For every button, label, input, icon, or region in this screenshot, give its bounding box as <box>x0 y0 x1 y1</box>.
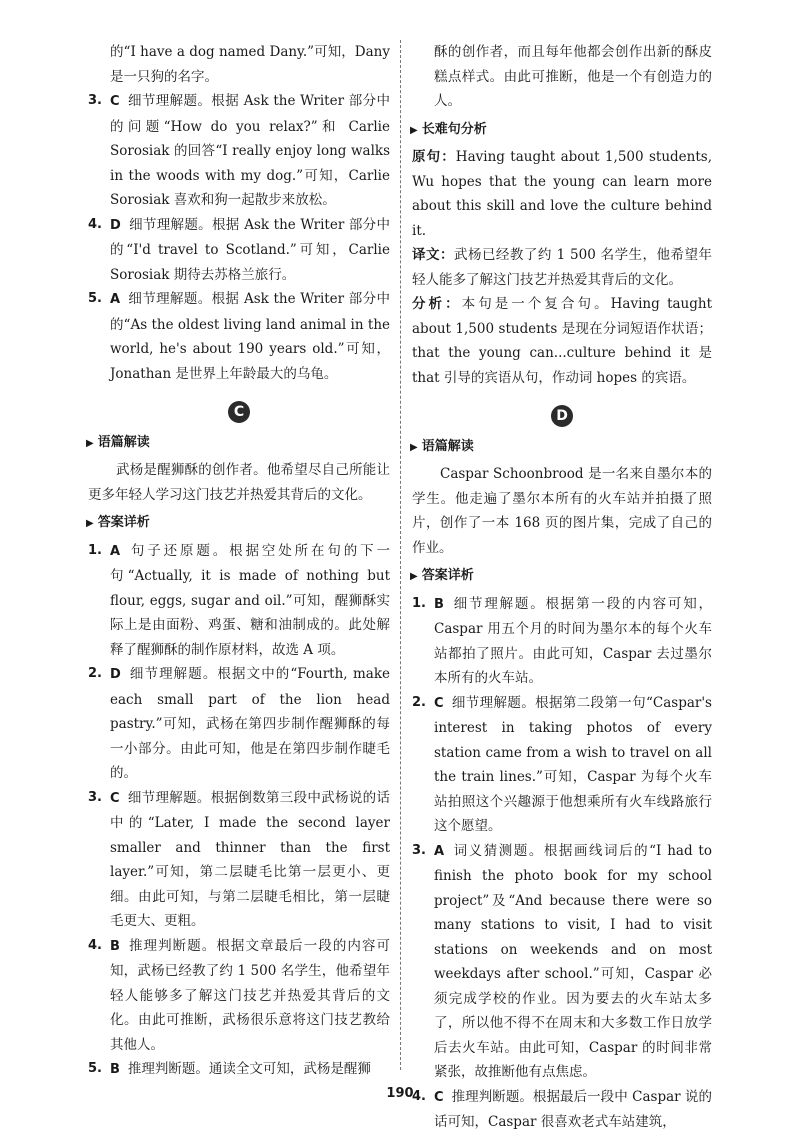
arrow-icon: ▶ <box>410 571 418 582</box>
answer-item: 1. B 细节理解题。根据第一段的内容可知，Caspar 用五个月的时间为墨尔本的每个火车站都拍了照片。由此可知，Caspar 去过墨尔本所有的火车站。 <box>412 595 712 686</box>
answer-letter: B <box>110 1062 120 1077</box>
answer-explanation: 细节理解题。根据 Ask the Writer 部分中的“I'd travel to Scotland.”可知，Carlie Sorosiak 期待去苏格兰旅行。 <box>110 216 390 283</box>
section-heading: ▶ 长难句分析 <box>410 121 487 137</box>
answer-letter: A <box>110 292 121 307</box>
arrow-icon: ▶ <box>410 124 418 136</box>
passage-badge: D <box>551 405 573 427</box>
answer-item: 3. C 细节理解题。根据 Ask the Writer 部分中的问题“How do you relax?”和 Carlie Sorosiak 的回答“I really enjoy long walks in the woods with my dog.”可知，Carlie Sorosiak 喜欢和狗一起散步来放松。 <box>88 93 390 208</box>
answer-item: 2. C 细节理解题。根据第二段第一句“Caspar's interest in taking photos of every station came from a wish to travel on all the train lines.”可知，Caspar 为每个火车站拍照这个兴趣源于他想乘所有火车线路旅行这个愿望。 <box>412 694 712 834</box>
arrow-icon: ▶ <box>86 518 94 529</box>
answer-letter: C <box>110 790 120 806</box>
sentence-analysis <box>412 145 712 390</box>
passage-badge-wrap <box>88 400 390 425</box>
section-heading: ▶ 语篇解读 <box>86 434 150 450</box>
answer-explanation: 推理判断题。根据最后一段中 Caspar 说的话可知，Caspar 很喜欢老式车站建筑， <box>434 1088 712 1130</box>
answer-letter: D <box>110 667 121 682</box>
answer-explanation: 细节理解题。根据第二段第一句“Caspar's interest in taking photos of every station came from a wish to travel on all the train lines.”可知，Caspar 为每个火车站拍照这个兴趣源于他想乘所有火车线路旅行这个愿望。 <box>434 694 712 834</box>
section-heading: ▶ 语篇解读 <box>410 438 474 454</box>
answer-letter: C <box>434 695 444 711</box>
answer-explanation: 细节理解题。根据倒数第三段中武杨说的话中的“Later, I made the second layer smaller and thinner than the first layer.”可知，第二层睫毛比第一层更小、更细。由此可知，与第二层睫毛相比，第一层睫毛更大、更粗。 <box>110 789 390 929</box>
right-column <box>412 40 712 1135</box>
answer-item: 5. A 细节理解题。根据 Ask the Writer 部分中的“As the oldest living land animal in the world, he's about 190 years old.”可知，Jonathan 是世界上年龄最大的乌龟。 <box>88 291 390 382</box>
reading-summary: 武杨是醒狮酥的创作者。他希望尽自己所能让更多年轻人学习这门技艺并热爱其背后的文化。 <box>88 462 390 503</box>
answer-explanation: 句子还原题。根据空处所在句的下一句“Actually, it is made of nothing but flour, eggs, sugar and oil.”可知，醒狮酥实际上是由面粉、鸡蛋、糖和油制成的。此处解释了醒狮酥的制作原材料，故选 A 项。 <box>110 542 390 658</box>
original-sentence: 原句：Having taught about 1,500 students, Wu hopes that the young can learn more about this skill and love the culture behind it. <box>412 149 712 239</box>
answer-item: 3. C 细节理解题。根据倒数第三段中武杨说的话中的“Later, I made the second layer smaller and thinner than the first layer.”可知，第二层睫毛比第一层更小、更细。由此可知，与第二层睫毛相比，第一层睫毛更大、更粗。 <box>88 789 390 929</box>
answer-item: 1. A 句子还原题。根据空处所在句的下一句“Actually, it is made of nothing but flour, eggs, sugar and oil.”可知，醒狮酥实际上是由面粉、鸡蛋、糖和油制成的。此处解释了醒狮酥的制作原材料，故选 A 项。 <box>88 542 390 658</box>
page-number: 190 <box>386 1086 414 1101</box>
answer-explanation: 推理判断题。通读全文可知，武杨是醒狮 <box>127 1061 371 1077</box>
passage-badge: C <box>228 401 250 423</box>
answer-letter: C <box>434 1089 444 1105</box>
continued-text: 的“I have a dog named Dany.”可知，Dany 是一只狗的名字。 <box>110 44 390 85</box>
answer-letter: A <box>434 843 445 859</box>
section-heading: ▶ 答案详析 <box>86 515 150 530</box>
answer-letter: D <box>110 217 121 233</box>
answer-letter: B <box>434 596 444 612</box>
answer-item: 4. B 推理判断题。根据文章最后一段的内容可知，武杨已经教了约 1 500 名学生，他希望年轻人能够多了解这门技艺并热爱其背后的文化。由此可推断，武杨很乐意将这门技艺教给其他人。 <box>88 937 390 1053</box>
arrow-icon: ▶ <box>86 437 94 449</box>
answer-explanation: 细节理解题。根据 Ask the Writer 部分中的问题“How do you relax?”和 Carlie Sorosiak 的回答“I really enjoy long walks in the woods with my dog.”可知，Carlie Sorosiak 喜欢和狗一起散步来放松。 <box>110 93 390 208</box>
arrow-icon: ▶ <box>410 441 418 453</box>
analysis: 分析：本句是一个复合句。Having taught about 1,500 students 是现在分词短语作状语；that the young can...culture behind it 是 that 引导的宾语从句，作动词 hopes 的宾语。 <box>412 296 712 386</box>
answer-letter: A <box>110 543 121 559</box>
answer-item: 4. C 推理判断题。根据最后一段中 Caspar 说的话可知，Caspar 很喜欢老式车站建筑， <box>412 1088 712 1130</box>
section-heading: ▶ 答案详析 <box>410 568 474 583</box>
answer-item: 5. B 推理判断题。通读全文可知，武杨是醒狮 <box>88 1061 371 1077</box>
answer-explanation: 词义猜测题。根据画线词后的“I had to finish the photo book for my school project”及“And because there were so many stations to visit, I had to visit stations on weekends and on most weekdays after school.”可知，Caspar 必须完成学校的作业。因为要去的火车站太多了，所以他不得不在周末和大多数工作日放学后去火车站。由此可知，Caspar 的时间非常紧张，故推断他有点焦虑。 <box>434 842 712 1080</box>
answer-explanation: 细节理解题。根据文中的“Fourth, make each small part of the lion head pastry.”可知，武杨在第四步制作醒狮酥的每一小部分。由此可知，他是在第四步制作睫毛的。 <box>110 666 390 781</box>
left-column <box>88 40 390 1083</box>
answer-item: 3. A 词义猜测题。根据画线词后的“I had to finish the photo book for my school project”及“And because there were so many stations to visit, I had to visit stations on weekends and on most weekdays after school.”可知，Caspar 必须完成学校的作业。因为要去的火车站太多了，所以他不得不在周末和大多数工作日放学后去火车站。由此可知，Caspar 的时间非常紧张，故推断他有点焦虑。 <box>412 842 712 1080</box>
answer-explanation: 推理判断题。根据文章最后一段的内容可知，武杨已经教了约 1 500 名学生，他希望年轻人能够多了解这门技艺并热爱其背后的文化。由此可推断，武杨很乐意将这门技艺教给其他人。 <box>110 937 390 1053</box>
answer-item: 2. D 细节理解题。根据文中的“Fourth, make each small part of the lion head pastry.”可知，武杨在第四步制作醒狮酥的每一小部分。由此可知，他是在第四步制作睫毛的。 <box>88 666 390 781</box>
column-divider <box>400 40 401 1070</box>
answer-letter: B <box>110 938 120 954</box>
answer-item: 4. D 细节理解题。根据 Ask the Writer 部分中的“I'd travel to Scotland.”可知，Carlie Sorosiak 期待去苏格兰旅行。 <box>88 216 390 283</box>
reading-summary: Caspar Schoonbrood 是一名来自墨尔本的学生。他走遍了墨尔本所有的火车站并拍摄了照片，创作了一本 168 页的图片集，完成了自己的作业。 <box>412 466 712 556</box>
answer-letter: C <box>110 94 120 109</box>
translation: 译文：武杨已经教了约 1 500 名学生，他希望年轻人能多了解这门技艺并热爱其背后的文化。 <box>412 247 712 288</box>
passage-badge-wrap <box>412 404 712 429</box>
answer-explanation: 细节理解题。根据第一段的内容可知，Caspar 用五个月的时间为墨尔本的每个火车站都拍了照片。由此可知，Caspar 去过墨尔本所有的火车站。 <box>434 595 712 686</box>
continued-text: 酥的创作者，而且每年他都会创作出新的酥皮糕点样式。由此可推断，他是一个有创造力的人。 <box>434 44 712 109</box>
answer-explanation: 细节理解题。根据 Ask the Writer 部分中的“As the oldest living land animal in the world, he's about 190 years old.”可知，Jonathan 是世界上年龄最大的乌龟。 <box>110 291 390 382</box>
